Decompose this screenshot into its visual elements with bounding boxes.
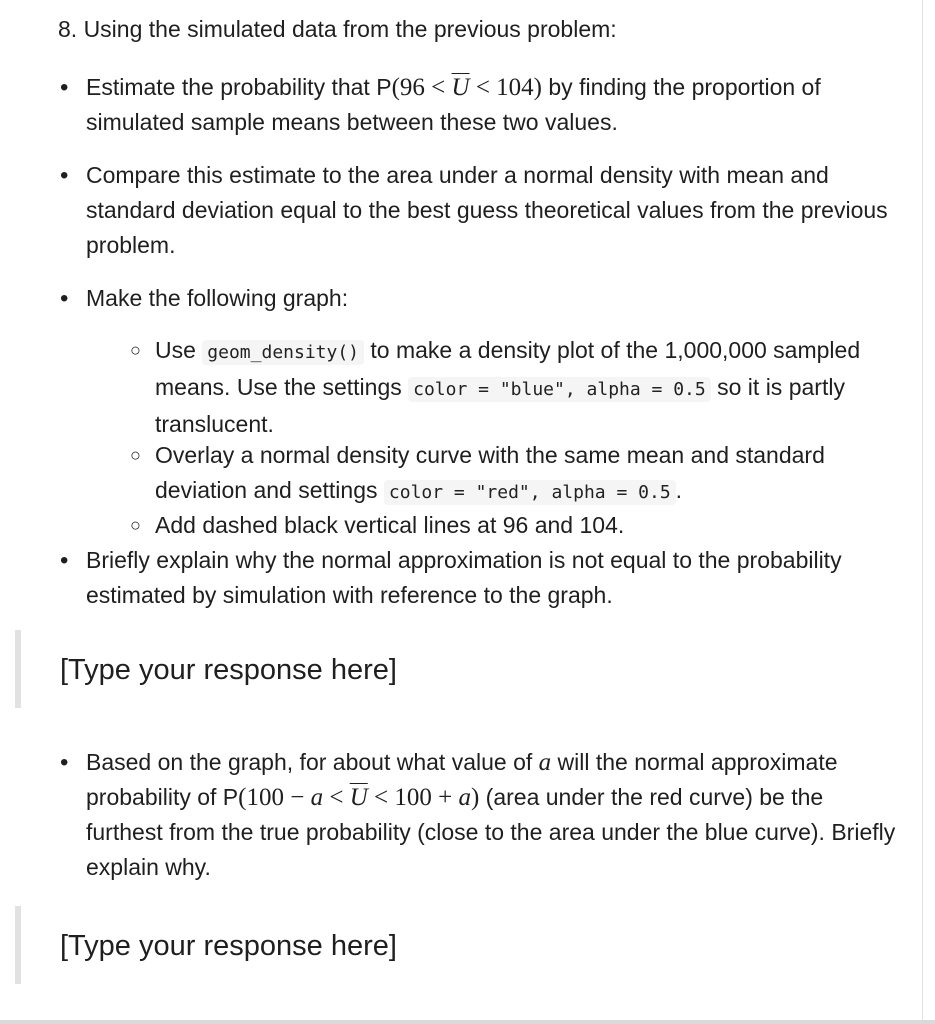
- code-blue-settings: color = "blue", alpha = 0.5: [408, 377, 711, 402]
- list-item: • Based on the graph, for about what value of a will the normal approximate probability of $P(100 - a < \overline{U} < 100 + a)$ (area under the red curve) be the furthest from the true probability (close to the area under the blue curve). Briefly explain why.: [86, 745, 906, 885]
- response-cell-indicator: [15, 906, 21, 984]
- bullet-text: Make the following graph:: [86, 285, 349, 311]
- probability-expression: $(96 < \overline{U} < 104)$: [391, 74, 542, 101]
- bottom-divider: [0, 1020, 935, 1024]
- u-bar-variable: $\overline{U}$: [451, 74, 470, 101]
- bullet-marker: •: [60, 547, 69, 574]
- sub-list-item: ○ Add dashed black vertical lines at 96 and 104.: [155, 508, 905, 543]
- u-bar-variable: $\overline{U}$: [349, 784, 368, 811]
- response-placeholder[interactable]: [Type your response here]: [60, 654, 397, 686]
- sub-list-item: ○ Overlay a normal density curve with the same mean and standard deviation and settings color = "red", alpha = 0.5 .: [155, 438, 905, 510]
- sub-bullet-marker: ○: [130, 515, 141, 535]
- list-item: [60, 281, 906, 316]
- sub-bullet-marker: ○: [130, 340, 141, 360]
- bullet-marker: •: [60, 74, 69, 101]
- response-cell-indicator: [15, 630, 21, 708]
- list-item: [60, 158, 906, 263]
- code-geom-density: geom_density(): [202, 340, 364, 365]
- response-placeholder[interactable]: [Type your response here]: [60, 930, 397, 962]
- bullet-text: Briefly explain why the normal approximation is not equal to the probability estimated by simulation with reference to the graph.: [86, 547, 842, 608]
- bullet-marker: •: [60, 749, 69, 776]
- list-item: • Estimate the probability that $P(96 < \overline{U} < 104)$ by finding the proportion of simulated sample means between these two values.: [86, 70, 906, 140]
- a-variable: a: [538, 749, 552, 776]
- problem-heading: 8. Using the simulated data from the previous problem:: [58, 16, 617, 42]
- code-red-settings: color = "red", alpha = 0.5: [384, 480, 676, 505]
- list-item: [60, 543, 906, 613]
- sub-bullet-marker: ○: [130, 445, 141, 465]
- sub-list-item: ○ Use geom_density() to make a density plot of the 1,000,000 sampled means. Use the settings color = "blue", alpha = 0.5 so it is partly translucent.: [155, 333, 905, 442]
- bullet-text: Estimate the probability that P: [86, 74, 392, 100]
- bullet-text: Compare this estimate to the area under a normal density with mean and standard deviation equal to the best guess theoretical values from the previous problem.: [86, 162, 888, 258]
- probability-expression: $(100 - a < \overline{U} < 100 + a)$: [238, 784, 480, 811]
- bullet-marker: •: [60, 162, 69, 189]
- bullet-marker: •: [60, 285, 69, 312]
